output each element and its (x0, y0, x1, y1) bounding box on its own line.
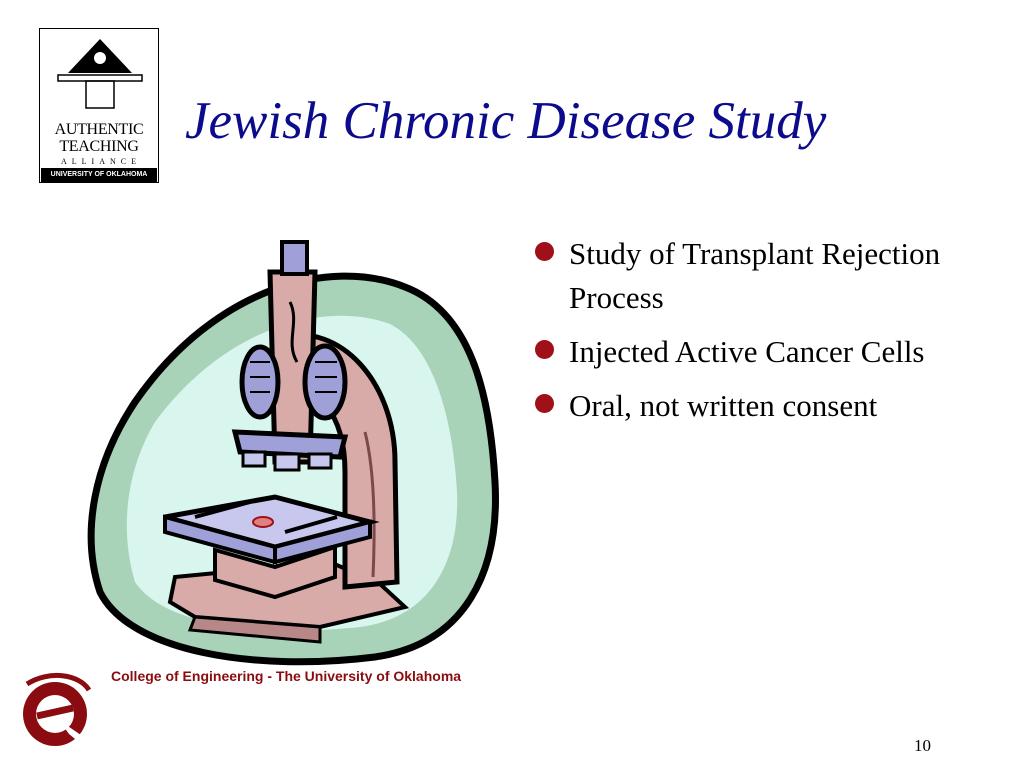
slide-title: Jewish Chronic Disease Study (185, 92, 827, 150)
bullet-text: Injected Active Cancer Cells (569, 334, 925, 369)
bullet-item (533, 232, 1003, 320)
microscope-icon (75, 232, 505, 667)
logo-text-authentic: AUTHENTIC (54, 121, 144, 138)
bullet-text: Oral, not written consent (569, 388, 878, 423)
logo-text-teaching: TEACHING (59, 138, 139, 155)
microscope-illustration (75, 232, 505, 672)
bullet-dot-icon (535, 242, 554, 261)
e-logo-icon (19, 672, 91, 752)
logo-text-alliance: ALLIANCE (61, 157, 141, 166)
page-number: 10 (914, 736, 931, 755)
authentic-teaching-alliance-logo (39, 28, 159, 183)
bullet-list (533, 232, 1003, 438)
bullet-text: Study of Transplant Rejection Process (569, 236, 941, 315)
bullet-item (533, 384, 1003, 428)
bullet-item (533, 330, 1003, 374)
logo-university-bar: UNIVERSITY OF OKLAHOMA (41, 168, 157, 182)
bullet-dot-icon (535, 394, 554, 413)
footer-text: College of Engineering - The University of Oklahoma (111, 668, 462, 684)
bullet-dot-icon (535, 340, 554, 359)
